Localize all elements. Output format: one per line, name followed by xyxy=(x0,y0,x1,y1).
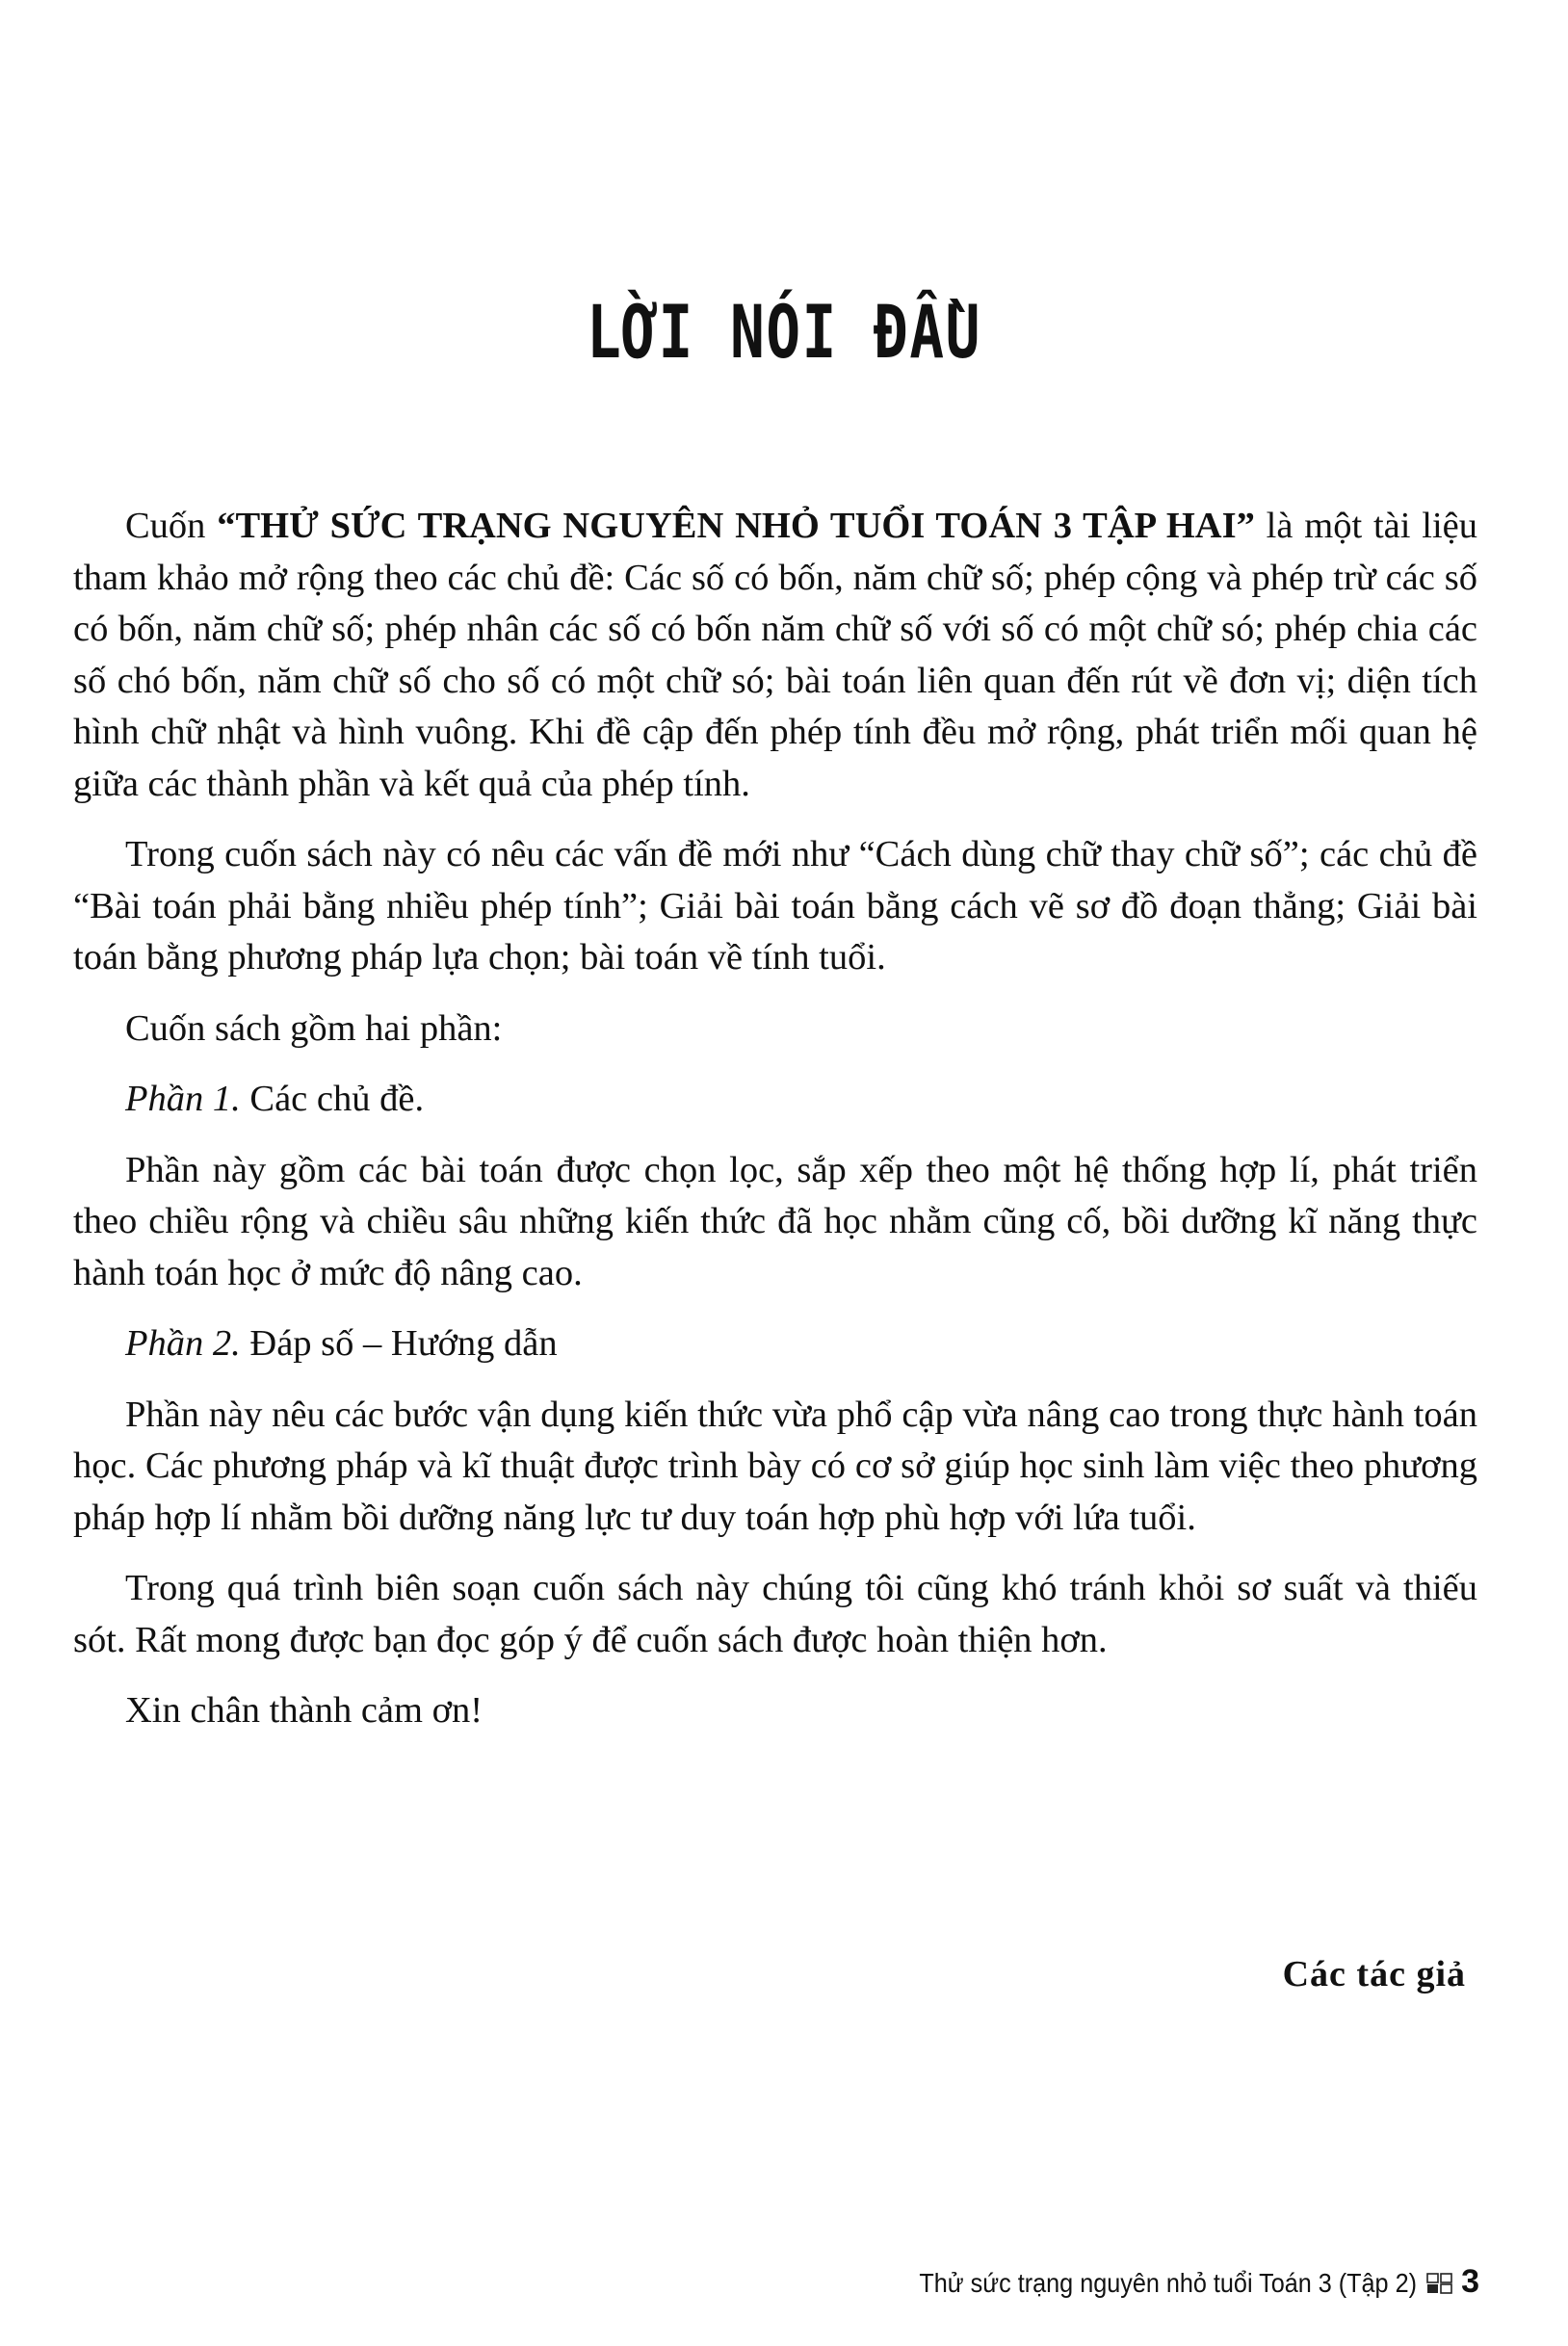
paragraph-structure: Cuốn sách gồm hai phần: xyxy=(125,1007,503,1049)
intro-lead: Cuốn xyxy=(125,506,218,546)
book-title: “THỬ SỨC TRẠNG NGUYÊN NHỎ TUỔI TOÁN 3 TẬP HAI” xyxy=(217,506,1255,546)
page-title: LỜI NÓI ĐẦU xyxy=(587,289,981,375)
part-2-label: Phần 2. xyxy=(125,1323,241,1364)
publisher-logo-icon xyxy=(1426,2271,1453,2294)
part-1-label: Phần 1. xyxy=(125,1079,241,1119)
paragraph-part-2: Phần này nêu các bước vận dụng kiến thức vừa phổ cập vừa nâng cao trong thực hành toán học. Các phương pháp và kĩ thuật được trình bày có cơ sở giúp học sinh làm việc theo phương pháp hợp lí nhằm bồi dưỡng năng lực tư duy toán hợp phù hợp với lứa tuổi. xyxy=(73,1394,1477,1538)
page-number: 3 xyxy=(1461,2263,1479,2300)
paragraph-part-1: Phần này gồm các bài toán được chọn lọc, sắp xếp theo một hệ thống hợp lí, phát triển theo chiều rộng và chiều sâu những kiến thức đã học nhằm cũng cố, bồi dưỡng kĩ năng thực hành toán học ở mức độ nâng cao. xyxy=(73,1149,1477,1293)
signature: Các tác giả xyxy=(1282,1954,1466,1994)
part-2-title: Đáp số – Hướng dẫn xyxy=(240,1323,558,1364)
body-text xyxy=(73,501,1477,1737)
part-2-heading xyxy=(73,1318,1477,1370)
paragraph-thanks: Xin chân thành cảm ơn! xyxy=(125,1690,483,1731)
running-title: Thử sức trạng nguyên nhỏ tuổi Toán 3 (Tập 2) xyxy=(919,2268,1418,2298)
paragraph-new-topics: Trong cuốn sách này có nêu các vấn đề mới như “Cách dùng chữ thay chữ số”; các chủ đề “Bài toán phải bằng nhiều phép tính”; Giải bài toán bằng cách vẽ sơ đồ đoạn thẳng; Giải bài toán bằng phương pháp lựa chọn; bài toán về tính tuổi. xyxy=(73,834,1477,978)
paragraph-apology: Trong quá trình biên soạn cuốn sách này chúng tôi cũng khó tránh khỏi sơ suất và thiếu sót. Rất mong được bạn đọc góp ý để cuốn sách được hoàn thiện hơn. xyxy=(73,1568,1477,1660)
part-1-heading xyxy=(73,1074,1477,1126)
paragraph-intro xyxy=(73,501,1477,810)
intro-rest: là một tài liệu tham khảo mở rộng theo các chủ đề: Các số có bốn, năm chữ số; phép cộng và phép trừ các số có bốn, năm chữ số; phép nhân các số có bốn năm chữ số với số có một chữ só; phép chia các số chó bốn, năm chữ số cho số có một chữ só; bài toán liên quan đến rút về đơn vị; diện tích hình chữ nhật và hình vuông. Khi đề cập đến phép tính đều mở rộng, phát triển mối quan hệ giữa các thành phần và kết quả của phép tính. xyxy=(73,506,1477,804)
part-1-title: Các chủ đề. xyxy=(240,1079,425,1119)
page-footer xyxy=(864,2263,1479,2301)
